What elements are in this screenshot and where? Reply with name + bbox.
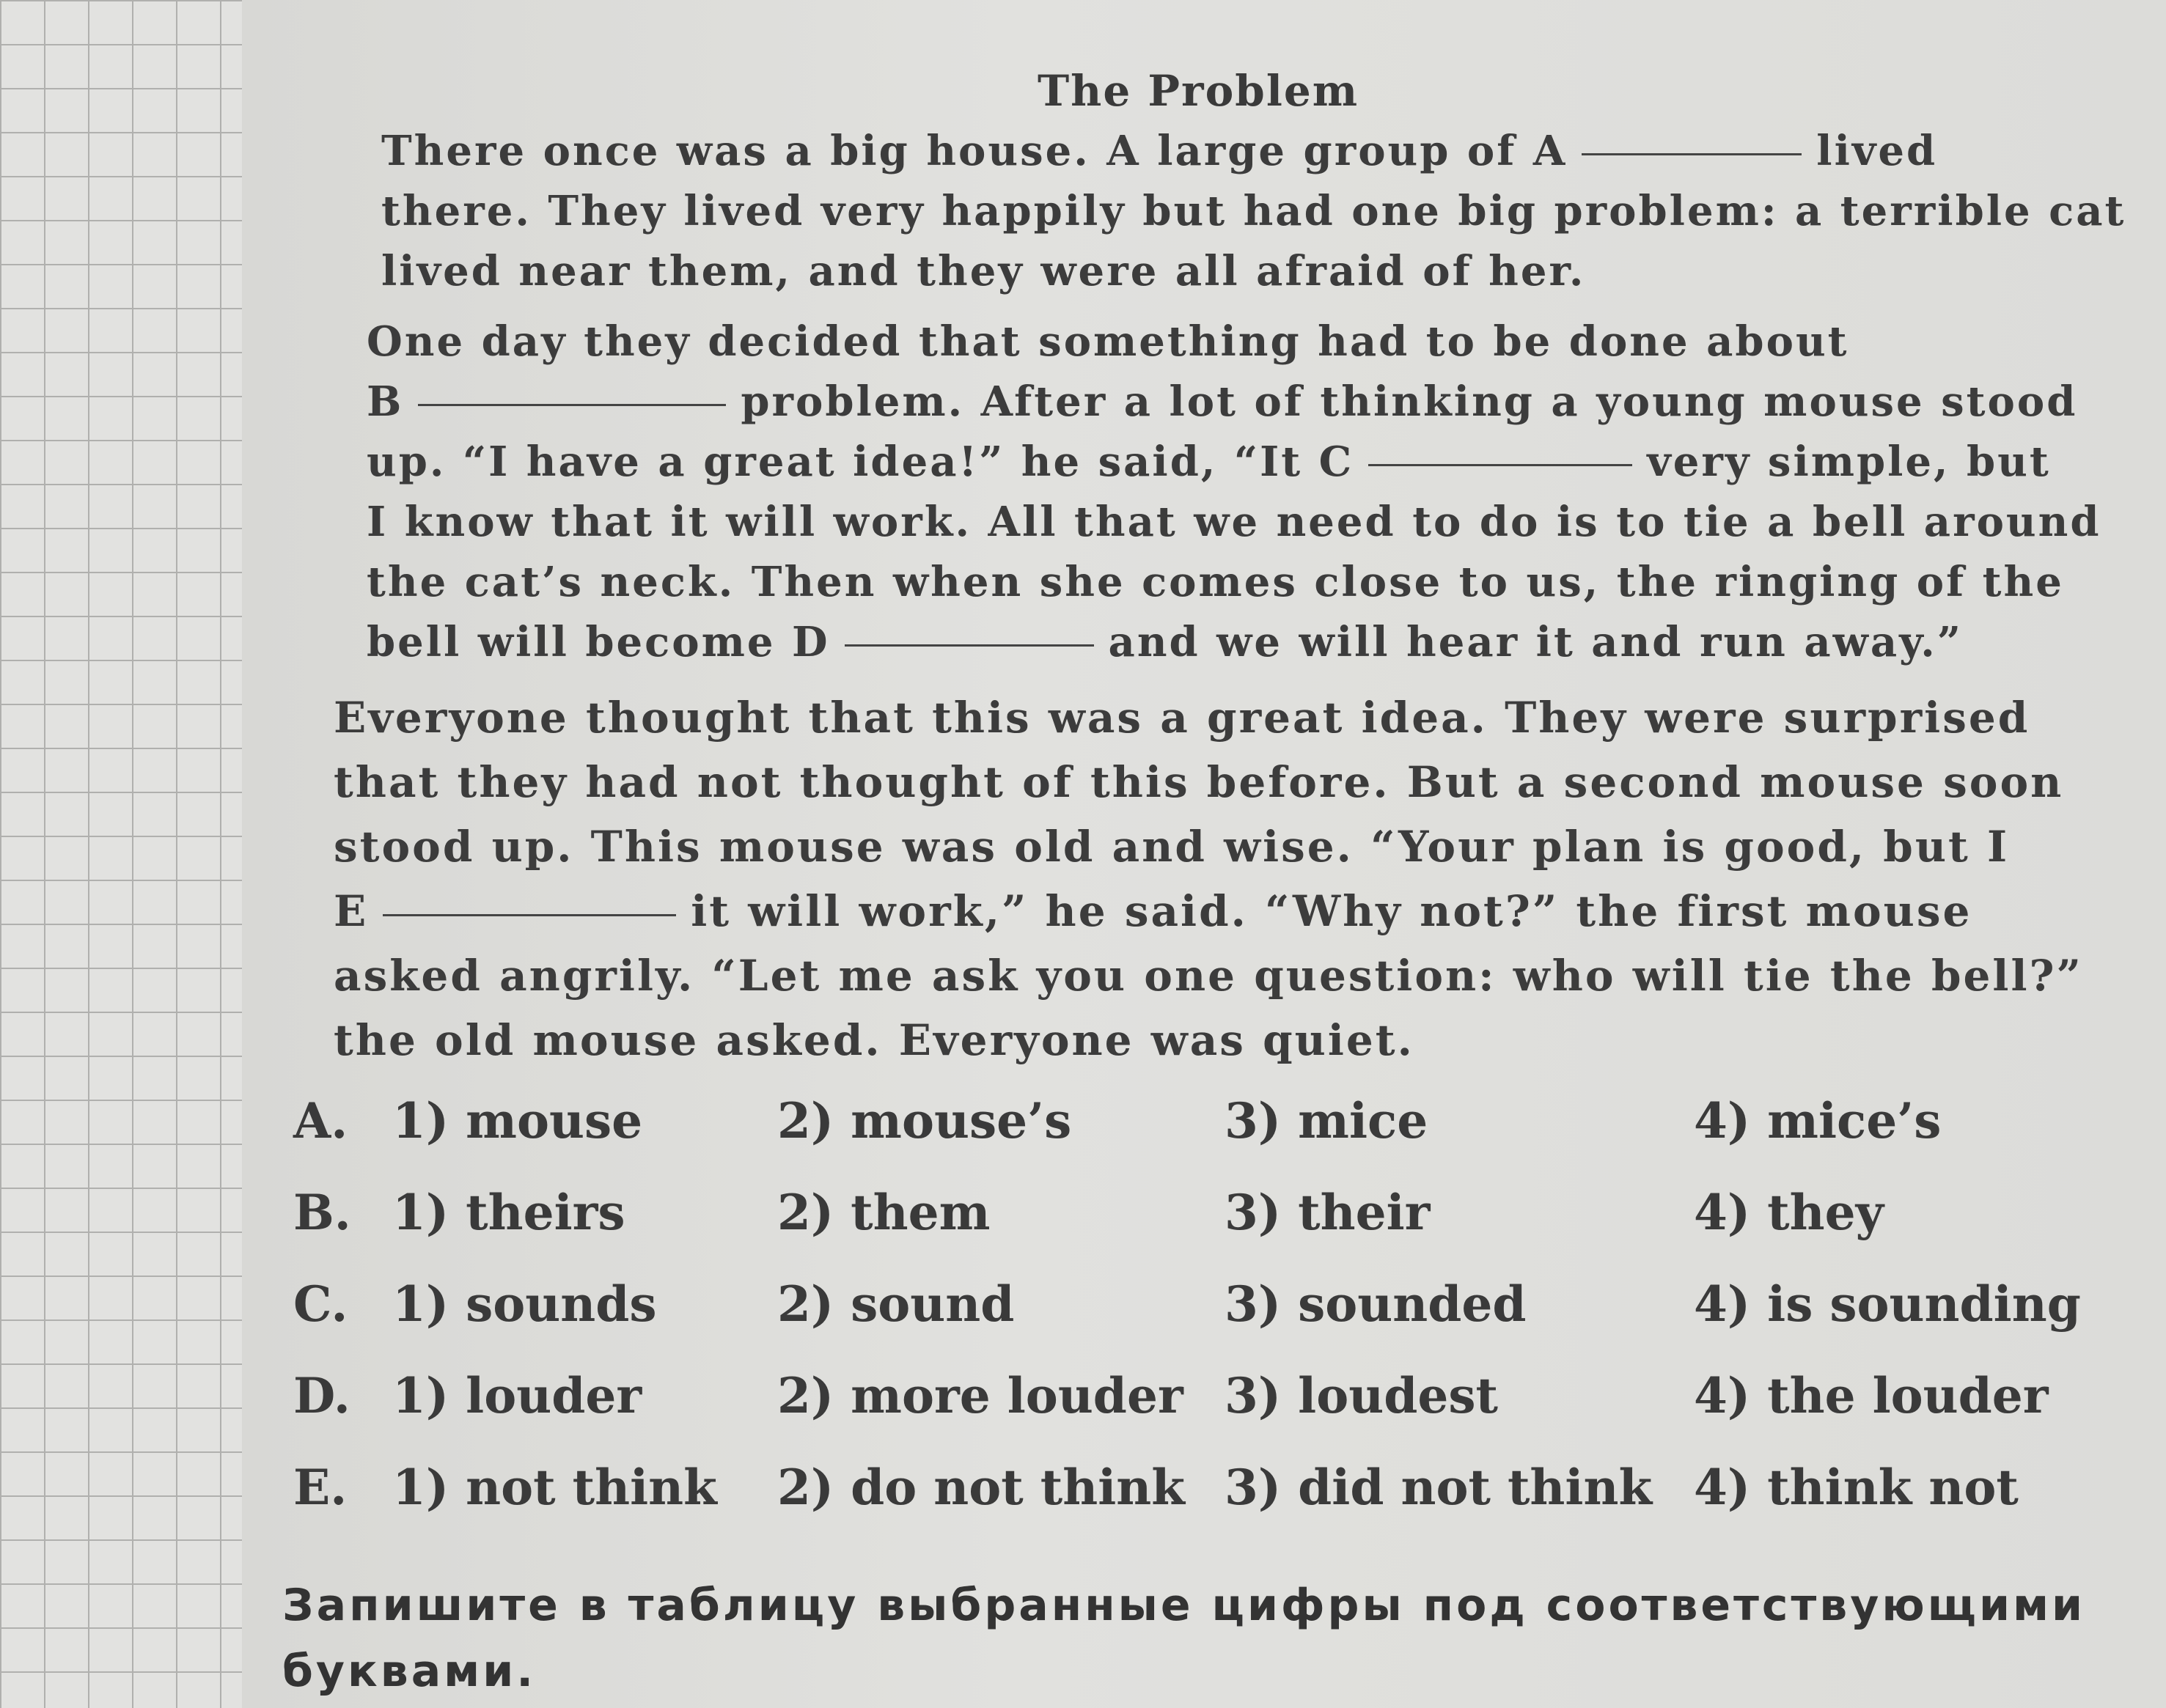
option-choice[interactable]: 2) do not think: [777, 1459, 1186, 1516]
option-choice[interactable]: 2) mouse’s: [777, 1092, 1072, 1149]
option-choice[interactable]: 1) mouse: [392, 1092, 643, 1149]
option-choice[interactable]: 3) did not think: [1225, 1459, 1653, 1516]
option-choice[interactable]: 4) they: [1694, 1184, 1884, 1241]
text-line: There once was a big house. A large group of A lived: [381, 127, 1938, 175]
option-choice[interactable]: 3) mice: [1225, 1092, 1428, 1149]
option-letter: E.: [293, 1459, 348, 1516]
option-choice[interactable]: 3) their: [1225, 1184, 1431, 1241]
answer-options: [293, 1092, 2081, 1550]
answer-blank-b[interactable]: [418, 403, 726, 406]
option-choice[interactable]: 4) mice’s: [1694, 1092, 1942, 1149]
text-line: I know that it will work. All that we need to do is to tie a bell around: [367, 498, 2101, 546]
page-title: The Problem: [1038, 66, 1359, 116]
option-choice[interactable]: 3) loudest: [1225, 1367, 1498, 1424]
answer-blank-a[interactable]: [1582, 152, 1802, 155]
text-line: the cat’s neck. Then when she comes close to us, the ringing of the: [367, 558, 2064, 606]
option-choice[interactable]: 2) them: [777, 1184, 991, 1241]
option-row-b: [293, 1184, 2053, 1276]
text-line: stood up. This mouse was old and wise. “Your plan is good, but I: [334, 822, 2010, 872]
paragraph-1: [381, 121, 2126, 301]
text-line: E it will work,” he said. “Why not?” the first mouse: [334, 886, 1972, 936]
answer-blank-e[interactable]: [383, 913, 676, 916]
option-row-c: [293, 1276, 2081, 1367]
option-row-e: [293, 1459, 2053, 1550]
text-line: B problem. After a lot of thinking a young mouse stood: [367, 378, 2078, 426]
option-letter: D.: [293, 1367, 350, 1424]
paragraph-2: [367, 312, 2101, 672]
option-choice[interactable]: 1) not think: [392, 1459, 717, 1516]
option-choice[interactable]: 1) louder: [392, 1367, 642, 1424]
option-choice[interactable]: 1) sounds: [392, 1276, 657, 1333]
text-line: that they had not thought of this before. But a second mouse soon: [334, 757, 2064, 807]
option-choice[interactable]: 2) more louder: [777, 1367, 1183, 1424]
option-row-a: [293, 1092, 2053, 1184]
option-choice[interactable]: 1) theirs: [392, 1184, 625, 1241]
option-row-d: [293, 1367, 2053, 1459]
text-line: up. “I have a great idea!” he said, “It C very simple, but: [367, 438, 2051, 486]
answer-blank-c[interactable]: [1368, 463, 1632, 466]
graph-paper-margin: [0, 0, 242, 1708]
option-letter: C.: [293, 1276, 348, 1333]
option-choice[interactable]: 4) is sounding: [1694, 1276, 2081, 1333]
text-line: asked angrily. “Let me ask you one question: who will tie the bell?”: [334, 951, 2083, 1001]
text-line: there. They lived very happily but had one big problem: a terrible cat: [381, 187, 2126, 235]
option-letter: A.: [293, 1092, 348, 1149]
option-choice[interactable]: 4) the louder: [1694, 1367, 2049, 1424]
option-choice[interactable]: 2) sound: [777, 1276, 1015, 1333]
paragraph-3: [334, 685, 2083, 1072]
text-line: bell will become D and we will hear it and run away.”: [367, 618, 1963, 666]
answer-blank-d[interactable]: [845, 644, 1094, 647]
option-choice[interactable]: 4) think not: [1694, 1459, 2019, 1516]
text-line: Everyone thought that this was a great idea. They were surprised: [334, 693, 2030, 743]
option-choice[interactable]: 3) sounded: [1225, 1276, 1527, 1333]
text-line: the old mouse asked. Everyone was quiet.: [334, 1015, 1414, 1065]
instruction-text: Запишите в таблицу выбранные цифры под соответствующими буквами.: [282, 1580, 2086, 1697]
text-line: One day they decided that something had to be done about: [367, 317, 1849, 366]
option-letter: B.: [293, 1184, 351, 1241]
text-line: lived near them, and they were all afraid of her.: [381, 247, 1586, 295]
